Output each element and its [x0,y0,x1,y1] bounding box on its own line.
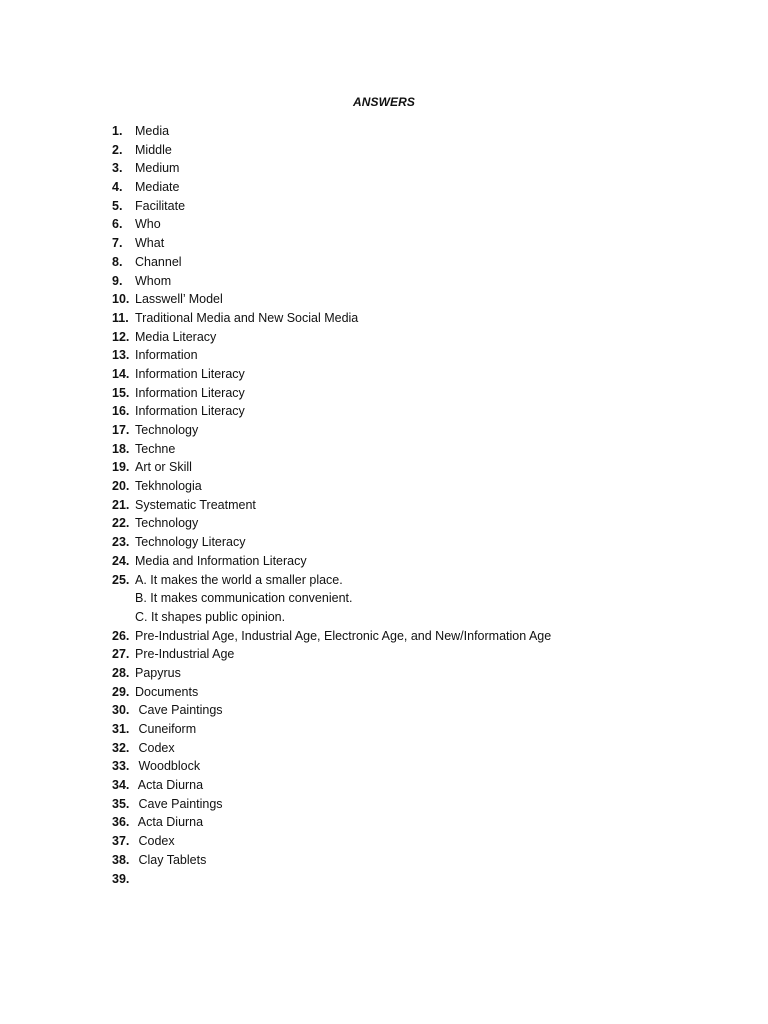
answer-text: Technology Literacy [135,535,246,550]
list-item [112,384,551,403]
answer-number: 12. [112,329,130,344]
answer-number: 19. [112,460,130,475]
answer-number: 9. [112,273,123,288]
answer-number: 7. [112,236,123,251]
answer-number: 25. [112,572,130,587]
list-item [112,608,551,627]
answer-text: Technology [135,423,199,437]
answer-text: B. It makes communication convenient. [135,591,353,606]
list-item [112,813,551,832]
answer-number: 23. [112,535,130,550]
list-item [112,552,551,571]
list-item [112,309,551,328]
answer-number: 5. [112,198,123,213]
answer-text: Facilitate [135,198,186,213]
list-item [112,514,551,533]
answer-number: 34. [112,778,130,793]
list-item [112,290,551,309]
list-item [112,571,551,590]
list-item [112,215,551,234]
answer-text: Clay Tablets [135,852,207,867]
answer-number: 37. [112,834,130,849]
list-item [112,178,551,197]
list-item [112,757,551,776]
list-item [112,253,551,272]
list-item [112,440,551,459]
list-item [112,795,551,814]
answer-text: Techne [135,441,176,456]
answer-text: Media [135,124,170,138]
answer-text: Information Literacy [135,404,245,419]
list-item [112,776,551,795]
answer-text: C. It shapes public opinion. [135,609,286,624]
answer-number: 17. [112,423,130,437]
answer-number: 4. [112,180,123,195]
answer-number: 27. [112,647,130,662]
answer-number: 13. [112,348,130,363]
list-item [112,720,551,739]
answer-text: Who [135,217,161,232]
answer-text: What [135,236,165,251]
answer-text: Information Literacy [135,366,245,381]
list-item [112,664,551,683]
answer-text: A. It makes the world a smaller place. [135,572,343,587]
list-item [112,234,551,253]
list-item [112,346,551,365]
answer-text: Media and Information Literacy [135,553,307,568]
answer-number: 33. [112,759,130,774]
answer-number: 31. [112,722,130,736]
list-item [112,851,551,870]
answer-text: Information [135,348,198,363]
answer-number: 15. [112,385,130,400]
answer-text: Middle [135,142,172,157]
list-item [112,683,551,702]
answer-number: 21. [112,497,130,512]
answer-number: 22. [112,516,130,531]
answer-text: Technology [135,516,199,531]
answer-number: 24. [112,553,130,568]
list-item [112,477,551,496]
answer-number: 28. [112,665,130,680]
list-item [112,701,551,720]
answer-number: 26. [112,628,130,643]
answer-list [112,122,551,888]
answer-number: 2. [112,142,123,157]
answer-text: Media Literacy [135,329,217,344]
list-item [112,832,551,851]
list-item [112,365,551,384]
answer-text: Mediate [135,180,180,195]
list-item [112,159,551,178]
list-item [112,402,551,421]
list-item [112,870,551,889]
answer-number: 8. [112,254,123,269]
list-item [112,421,551,440]
answer-text: Traditional Media and New Social Media [135,310,359,325]
answer-text: Medium [135,161,180,176]
answer-text: Documents [135,684,199,699]
list-item [112,272,551,291]
answer-number: 30. [112,703,130,718]
answer-text: Woodblock [135,759,201,774]
answer-number: 36. [112,815,130,830]
list-item [112,122,551,141]
answer-text: Pre-Industrial Age, Industrial Age, Electronic Age, and New/Information Age [135,628,552,643]
answer-number: 10. [112,292,130,307]
answer-number: 14. [112,366,130,381]
answer-text: Information Literacy [135,385,245,400]
list-item [112,496,551,515]
list-item [112,197,551,216]
list-item [112,627,551,646]
answer-number: 38. [112,852,130,867]
list-item [112,533,551,552]
answer-text: Codex [135,834,175,849]
list-item [112,739,551,758]
answer-text: Papyrus [135,665,181,680]
answer-number: 1. [112,124,123,138]
answer-number: 20. [112,479,130,494]
answer-number: 16. [112,404,130,419]
list-item [112,458,551,477]
answer-text: Tekhnologia [135,479,202,494]
answer-number: 3. [112,161,123,176]
answer-text: Lasswell’ Model [135,292,223,307]
list-item [112,141,551,160]
answer-text: Cave Paintings [135,796,223,811]
answer-text: Systematic Treatment [135,497,256,512]
answer-number: 29. [112,684,130,699]
answer-number: 6. [112,217,123,232]
answer-text: Channel [135,254,182,269]
answer-number: 11. [112,310,129,325]
answer-text: Pre-Industrial Age [135,647,235,662]
answer-text: Whom [135,273,172,288]
answer-text: Cuneiform [135,722,197,736]
answer-number: 35. [112,796,130,811]
answer-number: 32. [112,740,130,755]
list-item [112,328,551,347]
list-item [112,645,551,664]
page-title: ANSWERS [352,95,416,109]
answer-text: Cave Paintings [135,703,223,718]
answer-text: Art or Skill [135,460,192,475]
list-item [112,589,551,608]
answer-text: Acta Diurna [135,815,204,830]
answer-text: Codex [135,740,175,755]
answer-text: Acta Diurna [135,778,204,793]
answer-number: 18. [112,441,130,456]
answer-number: 39. [112,871,130,886]
